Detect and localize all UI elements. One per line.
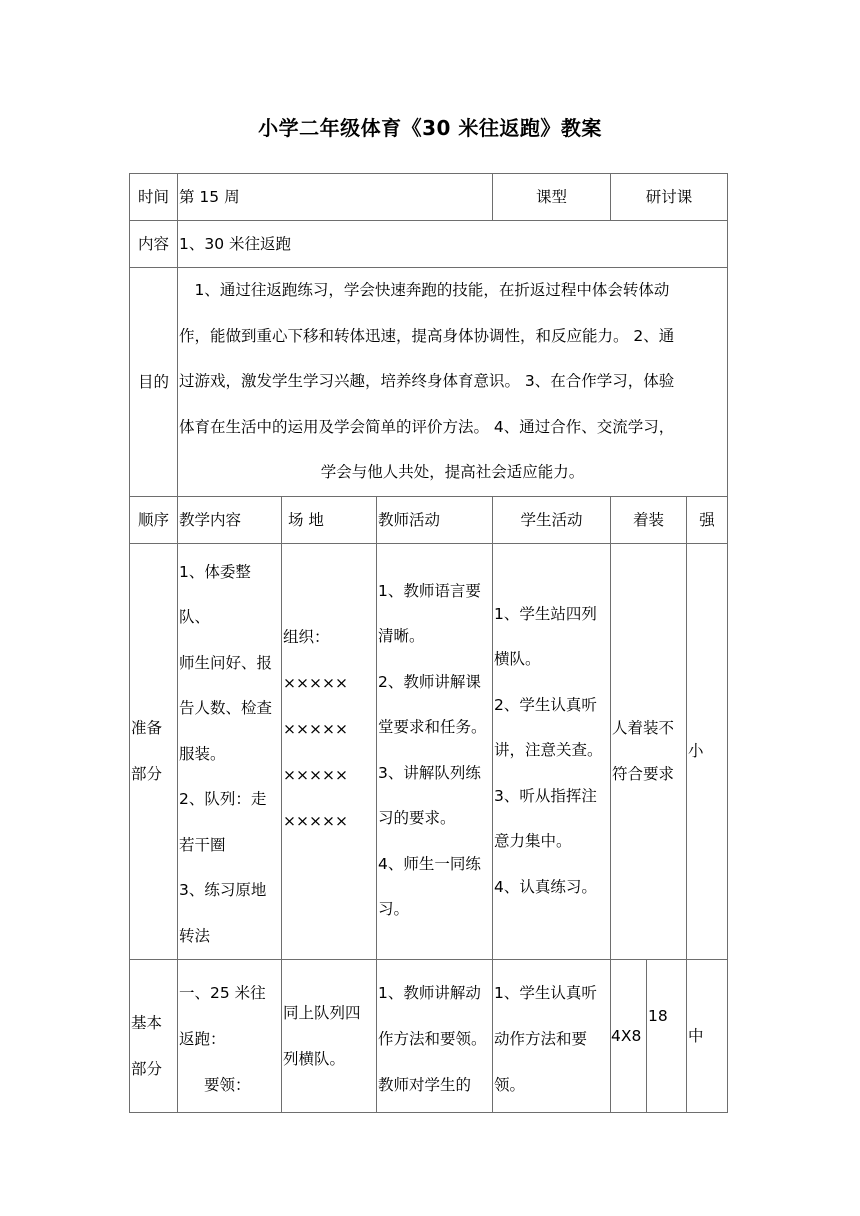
- basic-field-line: 同上队列四: [283, 1004, 361, 1023]
- prep-intensity: 小: [687, 543, 728, 960]
- time-label: 时间: [130, 174, 178, 221]
- prep-student-line: 4、认真练习。: [494, 877, 597, 896]
- prep-teacher-line: 1、教师语言要: [378, 581, 481, 600]
- content-label: 内容: [130, 221, 178, 268]
- prep-student-line: 意力集中。: [494, 832, 572, 851]
- prep-teacher-line: 堂要求和任务。: [378, 718, 487, 737]
- goal-label: 目的: [130, 268, 178, 497]
- prep-field-line: ×××××: [283, 811, 348, 830]
- prep-student-line: 3、听从指挥注: [494, 786, 597, 805]
- basic-content-line: 一、25 米往: [179, 984, 266, 1003]
- prep-teacher-line: 2、教师讲解课: [378, 672, 481, 691]
- prep-teacher-line: 4、师生一同练: [378, 854, 481, 873]
- prep-content-line: 转法: [179, 926, 211, 945]
- prep-student-line: 2、学生认真听: [494, 695, 597, 714]
- basic-student-line: 动作方法和要: [494, 1030, 588, 1049]
- header-teacher: 教师活动: [377, 496, 493, 543]
- basic-student: [493, 960, 611, 1113]
- prep-label-line: 准备: [131, 719, 163, 738]
- basic-field-line: 列横队。: [283, 1050, 346, 1069]
- header-student: 学生活动: [493, 496, 611, 543]
- prep-field-line: ×××××: [283, 673, 348, 692]
- row-goal: [130, 268, 728, 497]
- prep-teacher-line: 习。: [378, 900, 410, 919]
- type-value: 研讨课: [611, 174, 728, 221]
- basic-student-line: 领。: [494, 1076, 526, 1095]
- prep-dress: [611, 543, 687, 960]
- row-headers: [130, 496, 728, 543]
- prep-teacher: [377, 543, 493, 960]
- prep-content-line: 3、练习原地: [179, 881, 267, 900]
- goal-line: 体育在生活中的运用及学会简单的评价方法。 4、通过合作、交流学习，: [179, 417, 675, 436]
- basic-teacher-line: 教师对学生的: [378, 1076, 472, 1095]
- prep-content: [178, 543, 282, 960]
- basic-teacher: [377, 960, 493, 1113]
- prep-teacher-line: 清晰。: [378, 627, 425, 646]
- prep-content-line: 师生问好、报: [179, 653, 273, 672]
- basic-dress-a: 4X8: [611, 960, 647, 1113]
- goal-line: 学会与他人共处，提高社会适应能力。: [320, 463, 585, 482]
- basic-content: [178, 960, 282, 1113]
- row-time: [130, 174, 728, 221]
- goal-text: [178, 268, 728, 497]
- prep-teacher-line: 3、讲解队列练: [378, 763, 481, 782]
- prep-student: [493, 543, 611, 960]
- prep-label: [130, 543, 178, 960]
- prep-content-line: 若干圈: [179, 835, 226, 854]
- goal-line: 作，能做到重心下移和转体迅速，提高身体协调性，和反应能力。 2、通: [179, 326, 675, 345]
- prep-field-line: ×××××: [283, 719, 348, 738]
- header-field: 场 地: [282, 496, 377, 543]
- basic-intensity: 中: [687, 960, 728, 1113]
- goal-line: 过游戏，激发学生学习兴趣，培养终身体育意识。 3、在合作学习，体验: [179, 372, 675, 391]
- prep-content-line: 1、体委整队、: [179, 562, 251, 627]
- prep-student-line: 讲，注意关查。: [494, 741, 603, 760]
- content-value: 1、30 米往返跑: [178, 221, 728, 268]
- prep-dress-line: 符合要求: [612, 764, 675, 783]
- row-content: [130, 221, 728, 268]
- basic-teacher-line: 作方法和要领。: [378, 1030, 487, 1049]
- basic-teacher-line: 1、教师讲解动: [378, 984, 481, 1003]
- basic-label: [130, 960, 178, 1113]
- basic-field: [282, 960, 377, 1113]
- type-label: 课型: [493, 174, 611, 221]
- goal-line: 1、通过往返跑练习，学会快速奔跑的技能，在折返过程中体会转体动: [179, 281, 670, 299]
- prep-student-line: 横队。: [494, 650, 541, 669]
- basic-label-line: 部分: [131, 1060, 163, 1079]
- prep-dress-line: 人着装不: [612, 719, 675, 738]
- header-intensity: 强: [687, 496, 728, 543]
- header-dress: 着装: [611, 496, 687, 543]
- prep-student-line: 1、学生站四列: [494, 604, 597, 623]
- basic-student-line: 1、学生认真听: [494, 984, 597, 1003]
- row-basic: [130, 960, 728, 1113]
- basic-content-line: 返跑：: [179, 1030, 226, 1049]
- page-title: 小学二年级体育《30 米往返跑》教案: [258, 116, 602, 140]
- basic-dress-b: 18: [647, 960, 687, 1113]
- header-content: 教学内容: [178, 496, 282, 543]
- prep-field-line: ×××××: [283, 765, 348, 784]
- row-prep: [130, 543, 728, 960]
- prep-field: [282, 543, 377, 960]
- prep-field-line: 组织：: [283, 627, 330, 646]
- prep-teacher-line: 习的要求。: [378, 809, 456, 828]
- time-value: 第 15 周: [178, 174, 493, 221]
- basic-label-line: 基本: [131, 1014, 163, 1033]
- header-order: 顺序: [130, 496, 178, 543]
- lesson-plan-table: [129, 173, 728, 1113]
- prep-content-line: 服装。: [179, 744, 226, 763]
- prep-label-line: 部分: [131, 764, 163, 783]
- prep-content-line: 告人数、检查: [179, 699, 273, 718]
- basic-content-line: 要领：: [204, 1076, 251, 1095]
- prep-content-line: 2、队列：走: [179, 790, 267, 809]
